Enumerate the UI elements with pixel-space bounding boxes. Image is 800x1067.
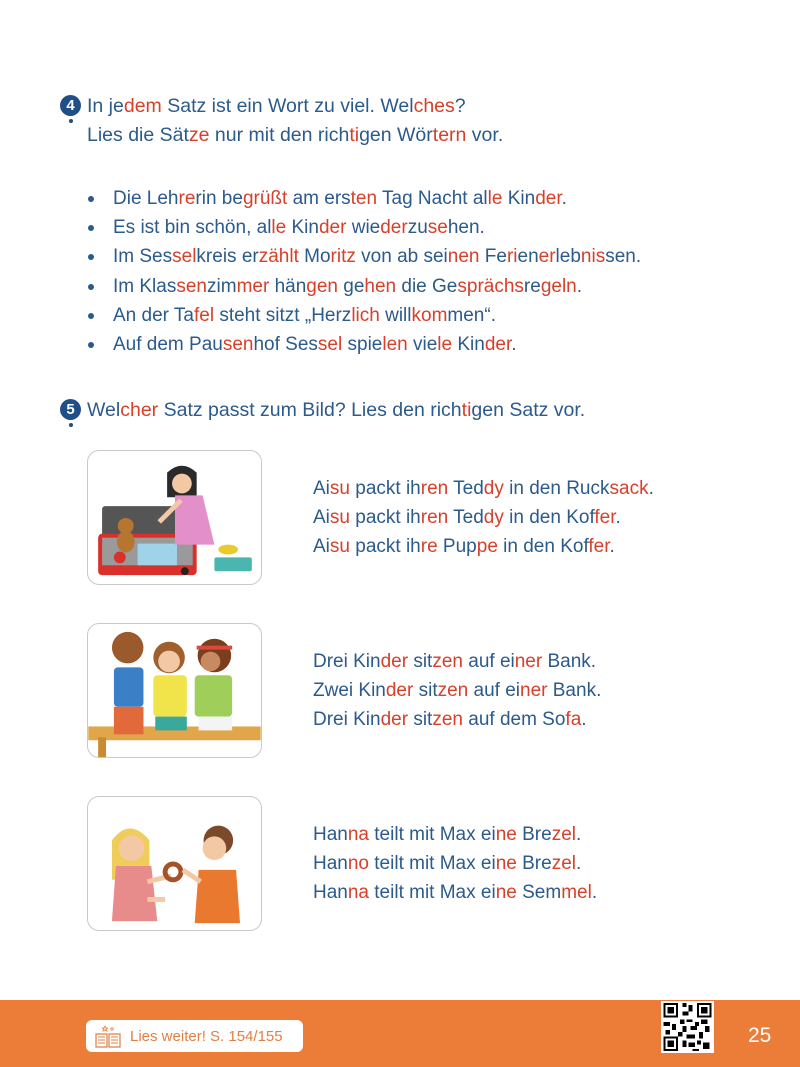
syllable-highlight: le (271, 217, 287, 239)
syllable-highlight: sprächs (457, 275, 524, 297)
syllable-text: Drei Kin (313, 709, 381, 731)
syllable-highlight: zen (432, 709, 463, 731)
syllable-text: vie (407, 334, 438, 356)
syllable-text: Die Leh (113, 188, 179, 209)
picture-children-on-bench (87, 623, 262, 758)
syllable-text: auf ei (462, 651, 515, 672)
syllable-highlight: ner (520, 680, 548, 702)
syllable-highlight: nen (447, 246, 480, 268)
syllable-text: in den Kof (503, 507, 595, 529)
syllable-text: hof Ses (253, 334, 318, 356)
syllable-text: sen. (605, 246, 642, 268)
syllable-highlight: nis (580, 246, 606, 268)
syllable-text: Satz passt zum Bild? Lies den rich (158, 399, 462, 421)
syllable-text: gen Satz vor. (471, 399, 586, 421)
syllable-text: Kin (286, 217, 319, 239)
sentence-item (88, 272, 641, 301)
syllable-highlight: gen (306, 275, 338, 297)
task-4-instructions (60, 92, 503, 150)
syllable-highlight: fer (594, 507, 616, 529)
syllable-text: Pup (437, 536, 477, 558)
syllable-highlight: der (380, 217, 408, 239)
syllable-text: Bank. (542, 651, 597, 672)
syllable-text: . (581, 709, 587, 731)
syllable-highlight: zen (437, 680, 469, 702)
syllable-highlight: su (329, 536, 350, 558)
syllable-highlight: na (347, 824, 369, 845)
syllable-text: teilt mit Max ei (369, 824, 496, 845)
syllable-highlight: re (178, 188, 196, 209)
sentence-option[interactable] (313, 849, 597, 878)
syllable-highlight: der (380, 651, 409, 672)
syllable-text: . (615, 507, 621, 529)
syllable-highlight: le (487, 188, 503, 209)
syllable-highlight: ri (506, 246, 518, 268)
syllable-text: vor. (466, 124, 504, 146)
sentence-option[interactable] (313, 878, 597, 907)
page-footer (0, 1000, 800, 1067)
syllable-text: am ers (287, 188, 351, 209)
task-5-options-group-3 (313, 820, 597, 908)
syllable-highlight: len (382, 334, 408, 356)
syllable-text: . (511, 334, 517, 356)
sentence-option[interactable] (313, 647, 601, 676)
sentence-item (88, 213, 641, 242)
picture-girl-sharing-pretzel (87, 796, 262, 931)
task-5-options-group-2 (313, 647, 601, 735)
syllable-text: kreis er (196, 246, 259, 268)
girl-suitcase-illustration (88, 451, 261, 584)
syllable-highlight: mer (236, 275, 270, 297)
sentence-option[interactable] (313, 532, 654, 561)
syllable-text: hen. (447, 217, 485, 239)
syllable-text: Ted (448, 507, 484, 529)
syllable-highlight: ti (349, 124, 360, 146)
syllable-highlight: fel (193, 304, 215, 326)
syllable-highlight: ches (413, 95, 455, 117)
syllable-text: Han (313, 853, 348, 875)
syllable-highlight: ren (420, 507, 449, 529)
syllable-text: teilt mit Max ei (369, 882, 496, 904)
syllable-text: packt ih (349, 536, 421, 558)
syllable-highlight: fa (565, 709, 582, 731)
syllable-text: packt ih (349, 507, 421, 529)
syllable-text: . (561, 188, 567, 209)
task-number-badge: 4 (60, 95, 81, 116)
syllable-text: Sem (516, 882, 562, 904)
syllable-text: Auf dem Pau (113, 334, 223, 356)
syllable-text: . (576, 853, 582, 875)
syllable-highlight: kom (411, 304, 448, 326)
syllable-highlight: tern (432, 124, 467, 146)
syllable-text: . (591, 882, 598, 904)
syllable-highlight: zählt (258, 246, 299, 268)
syllable-highlight: hen (364, 275, 397, 297)
task-5-options-group-1 (313, 474, 654, 562)
syllable-text: will (379, 304, 412, 326)
syllable-highlight: no (347, 853, 369, 875)
task-5-line-1 (60, 396, 585, 425)
syllable-text: Bre (516, 824, 552, 845)
syllable-text: zu (407, 217, 428, 239)
syllable-text: Zwei Kin (313, 680, 386, 702)
syllable-highlight: der (535, 188, 562, 209)
syllable-highlight: ne (495, 853, 517, 875)
syllable-text: An der Ta (113, 304, 194, 326)
syllable-highlight: le (437, 334, 453, 356)
syllable-text: Im Ses (113, 246, 173, 268)
syllable-highlight: ten (350, 188, 378, 209)
syllable-text: Han (313, 882, 348, 904)
syllable-text: gen Wör (359, 124, 433, 146)
syllable-text: Fe (479, 246, 507, 268)
syllable-highlight: re (420, 536, 438, 558)
syllable-text: sit (413, 680, 438, 702)
syllable-highlight: ne (495, 882, 517, 904)
children-bench-illustration (88, 624, 261, 757)
syllable-text: Ted (448, 478, 484, 499)
syllable-highlight: der (318, 217, 347, 239)
syllable-text: leb (555, 246, 581, 268)
syllable-text: die Ge (396, 275, 458, 297)
syllable-highlight: geln (540, 275, 577, 297)
syllable-text: Ai (313, 507, 330, 529)
syllable-highlight: lich (351, 304, 380, 326)
syllable-text: Bre (516, 853, 552, 875)
syllable-text: ge (337, 275, 365, 297)
syllable-text: Im Klas (113, 275, 177, 297)
syllable-text: re (523, 275, 541, 297)
sentence-option[interactable] (313, 474, 654, 503)
qr-code-icon[interactable] (661, 1001, 714, 1053)
syllable-highlight: mel (561, 882, 592, 904)
syllable-text: Es ist bin schön, al (113, 217, 272, 239)
syllable-text: Mo (298, 246, 331, 268)
syllable-highlight: der (484, 334, 512, 356)
syllable-text: Ai (313, 536, 330, 558)
syllable-text: . (576, 824, 582, 845)
open-book-icon (94, 1023, 122, 1049)
syllable-highlight: zel (551, 853, 576, 875)
syllable-text: . (576, 275, 583, 297)
syllable-highlight: zel (551, 824, 576, 845)
read-more-link[interactable] (86, 1020, 303, 1052)
syllable-text: Satz ist ein Wort zu viel. Wel (161, 95, 414, 117)
syllable-highlight: sack (609, 478, 649, 499)
syllable-highlight: dy (483, 478, 504, 499)
syllable-highlight: ner (514, 651, 543, 672)
syllable-highlight: sen (222, 334, 254, 356)
syllable-highlight: ne (495, 824, 517, 845)
syllable-text: in den Ruck (503, 478, 610, 499)
syllable-text: teilt mit Max ei (369, 853, 496, 875)
syllable-highlight: sel (172, 246, 197, 268)
syllable-text: hän (269, 275, 307, 297)
syllable-text: ? (454, 95, 466, 117)
sentence-option[interactable] (313, 503, 654, 532)
sentence-item (88, 242, 641, 271)
sentence-item (88, 301, 641, 330)
syllable-text: sit (408, 709, 433, 731)
syllable-text: en (517, 246, 539, 268)
syllable-text: auf ei (468, 680, 521, 702)
syllable-text: spie (342, 334, 383, 356)
syllable-text: steht sitzt „Herz (214, 304, 352, 326)
syllable-highlight: ren (420, 478, 449, 499)
syllable-highlight: der (385, 680, 414, 702)
syllable-text: rin be (195, 188, 243, 209)
syllable-text: in den Kof (497, 536, 589, 558)
sentence-item (88, 184, 641, 213)
syllable-text: In je (87, 95, 124, 117)
read-more-label: Lies weiter! S. 154/155 (130, 1027, 283, 1045)
sentence-option[interactable] (313, 705, 601, 734)
syllable-text: Wel (87, 399, 121, 421)
syllable-highlight: pe (476, 536, 498, 558)
syllable-highlight: ritz (330, 246, 356, 268)
syllable-highlight: cher (120, 399, 159, 421)
syllable-text: Ai (313, 478, 330, 499)
syllable-highlight: fer (588, 536, 610, 558)
picture-girl-packing-suitcase (87, 450, 262, 585)
sentence-option[interactable] (313, 820, 597, 849)
task-number-badge: 5 (60, 399, 81, 420)
syllable-text: von ab sei (355, 246, 448, 268)
syllable-text: Tag Nacht al (377, 188, 488, 209)
syllable-text: wie (346, 217, 381, 239)
syllable-highlight: grüßt (242, 188, 288, 209)
syllable-highlight: sen (176, 275, 207, 297)
page-number: 25 (748, 1024, 772, 1047)
syllable-text: Lies die Sät (87, 124, 189, 146)
syllable-text: Drei Kin (313, 651, 381, 672)
syllable-highlight: er (538, 246, 556, 268)
pretzel-sharing-illustration (88, 797, 261, 930)
syllable-highlight: su (329, 478, 350, 499)
syllable-text: nur mit den rich (209, 124, 350, 146)
syllable-highlight: ze (188, 124, 210, 146)
syllable-text: zim (207, 275, 237, 297)
syllable-text: men“. (447, 304, 496, 326)
task-4-sentence-list (88, 184, 641, 359)
syllable-highlight: der (380, 709, 409, 731)
syllable-text: Kin (502, 188, 536, 209)
syllable-highlight: su (329, 507, 350, 529)
syllable-text: . (648, 478, 654, 499)
task-5-instructions (60, 396, 585, 425)
syllable-highlight: dem (123, 95, 162, 117)
syllable-text: packt ih (349, 478, 421, 499)
syllable-highlight: se (427, 217, 448, 239)
syllable-highlight: ti (461, 399, 472, 421)
syllable-highlight: na (347, 882, 369, 904)
syllable-highlight: zen (432, 651, 463, 672)
syllable-highlight: sel (317, 334, 343, 356)
syllable-text: . (609, 536, 615, 558)
syllable-text: auf dem So (462, 709, 566, 731)
syllable-text: Kin (452, 334, 485, 356)
sentence-item (88, 330, 641, 359)
syllable-text: sit (408, 651, 433, 672)
syllable-text: Han (313, 824, 348, 845)
task-4-line-2 (60, 121, 503, 150)
syllable-text: Bank. (547, 680, 602, 702)
sentence-option[interactable] (313, 676, 601, 705)
task-4-line-1 (60, 92, 503, 121)
syllable-highlight: dy (483, 507, 504, 529)
